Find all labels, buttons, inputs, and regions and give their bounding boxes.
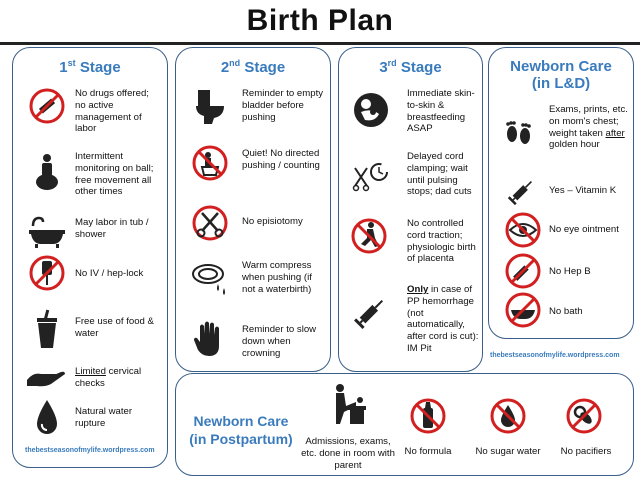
no-eye-ointment-icon	[503, 210, 543, 250]
syringe-icon	[353, 294, 393, 334]
newborn-ld-item-text: No Hep B	[549, 266, 591, 277]
hand-icon	[25, 360, 65, 400]
no-sugar-water-icon	[488, 396, 528, 436]
stage-2-heading: 2nd Stage	[220, 58, 286, 76]
stage-1-item-text: Limited cervical checks	[75, 366, 142, 389]
stage-1-card	[12, 47, 168, 468]
stage-2-item-text: Reminder to slow down when crowning	[242, 324, 317, 359]
no-scissors-icon	[190, 203, 230, 243]
hand-stop-icon	[192, 320, 232, 360]
newborn-pp-item-text: Admissions, exams, etc. done in room with parent	[301, 436, 395, 471]
no-hep-b-icon	[503, 251, 543, 291]
no-drugs-icon	[27, 86, 67, 126]
newborn-pp-item-text: No formula	[404, 446, 452, 457]
water-drop-icon	[29, 398, 69, 438]
stage-3-heading: 3rd Stage	[379, 58, 442, 76]
stage-2-item-text: Reminder to empty bladder before pushing	[242, 88, 324, 123]
newborn-ld-item-text: No bath	[549, 306, 583, 317]
stage-3-item-text: No controlled cord traction; physiologic birth of placenta	[407, 218, 476, 265]
no-coach-icon	[190, 143, 230, 183]
stage-3-card	[338, 47, 483, 372]
newborn-pp-item-text: No pacifiers	[560, 446, 612, 457]
newborn-ld-card	[488, 47, 634, 339]
newborn-ld-item-text: Exams, prints, etc. on mom's chest; weight taken after golden hour	[549, 104, 628, 151]
stage-1-item-text: Natural water rupture	[75, 406, 133, 429]
stage-2-item-text: Quiet! No directed pushing / counting	[242, 148, 320, 171]
newborn-ld-heading: Newborn Care (in L&D)	[510, 58, 612, 92]
toilet-icon	[190, 86, 230, 126]
warm-compress-icon	[190, 258, 230, 298]
stage-1-item-text: Free use of food & water	[75, 316, 154, 339]
no-bath-icon	[503, 290, 543, 330]
changing-table-icon	[326, 382, 366, 422]
stage-3-item-text: Only in case of PP hemorrhage (not automatically, after cord is cut): IM Pit	[407, 284, 479, 354]
newborn-pp-item-text: No sugar water	[475, 446, 541, 457]
credit-link[interactable]: thebestseasonofmylife.wordpress.com	[25, 447, 155, 454]
stage-1-heading: 1st Stage	[59, 58, 121, 76]
title-divider	[0, 42, 640, 45]
newborn-pp-card	[175, 373, 634, 476]
cord-clamp-timer-icon	[351, 158, 391, 198]
newborn-ld-item-text: Yes – Vitamin K	[549, 185, 617, 196]
stage-3-item-text: Delayed cord clamping; wait until pulsing stops; dad cuts	[407, 151, 472, 198]
stage-1-item-text: Intermittent monitoring on ball; free movement all other times	[75, 151, 154, 198]
stage-2-item-text: No episiotomy	[242, 216, 303, 227]
no-traction-icon	[349, 216, 389, 256]
stage-1-item-text: May labor in tub / shower	[75, 217, 149, 240]
stage-1-item-text: No IV / hep-lock	[75, 268, 144, 279]
birth-ball-icon	[27, 152, 67, 192]
no-bottle-icon	[408, 396, 448, 436]
page-title: Birth Plan	[246, 4, 394, 37]
newborn-pp-heading: Newborn Care (in Postpartum)	[189, 413, 293, 447]
credit-link[interactable]: thebestseasonofmylife.wordpress.com	[490, 352, 620, 359]
stage-2-card	[175, 47, 331, 372]
bathtub-icon	[27, 212, 67, 252]
footprints-icon	[501, 114, 541, 154]
newborn-ld-item-text: No eye ointment	[549, 224, 619, 235]
cup-icon	[27, 310, 67, 350]
no-iv-icon	[27, 253, 67, 293]
stage-2-item-text: Warm compress when pushing (if not a waterbirth)	[242, 260, 312, 295]
stage-1-item-text: No drugs offered; no active management of labor	[75, 88, 149, 135]
stage-3-item-text: Immediate skin-to-skin & breastfeeding ASAP	[407, 88, 475, 135]
no-pacifier-icon	[564, 396, 604, 436]
skin-to-skin-icon	[351, 90, 391, 130]
